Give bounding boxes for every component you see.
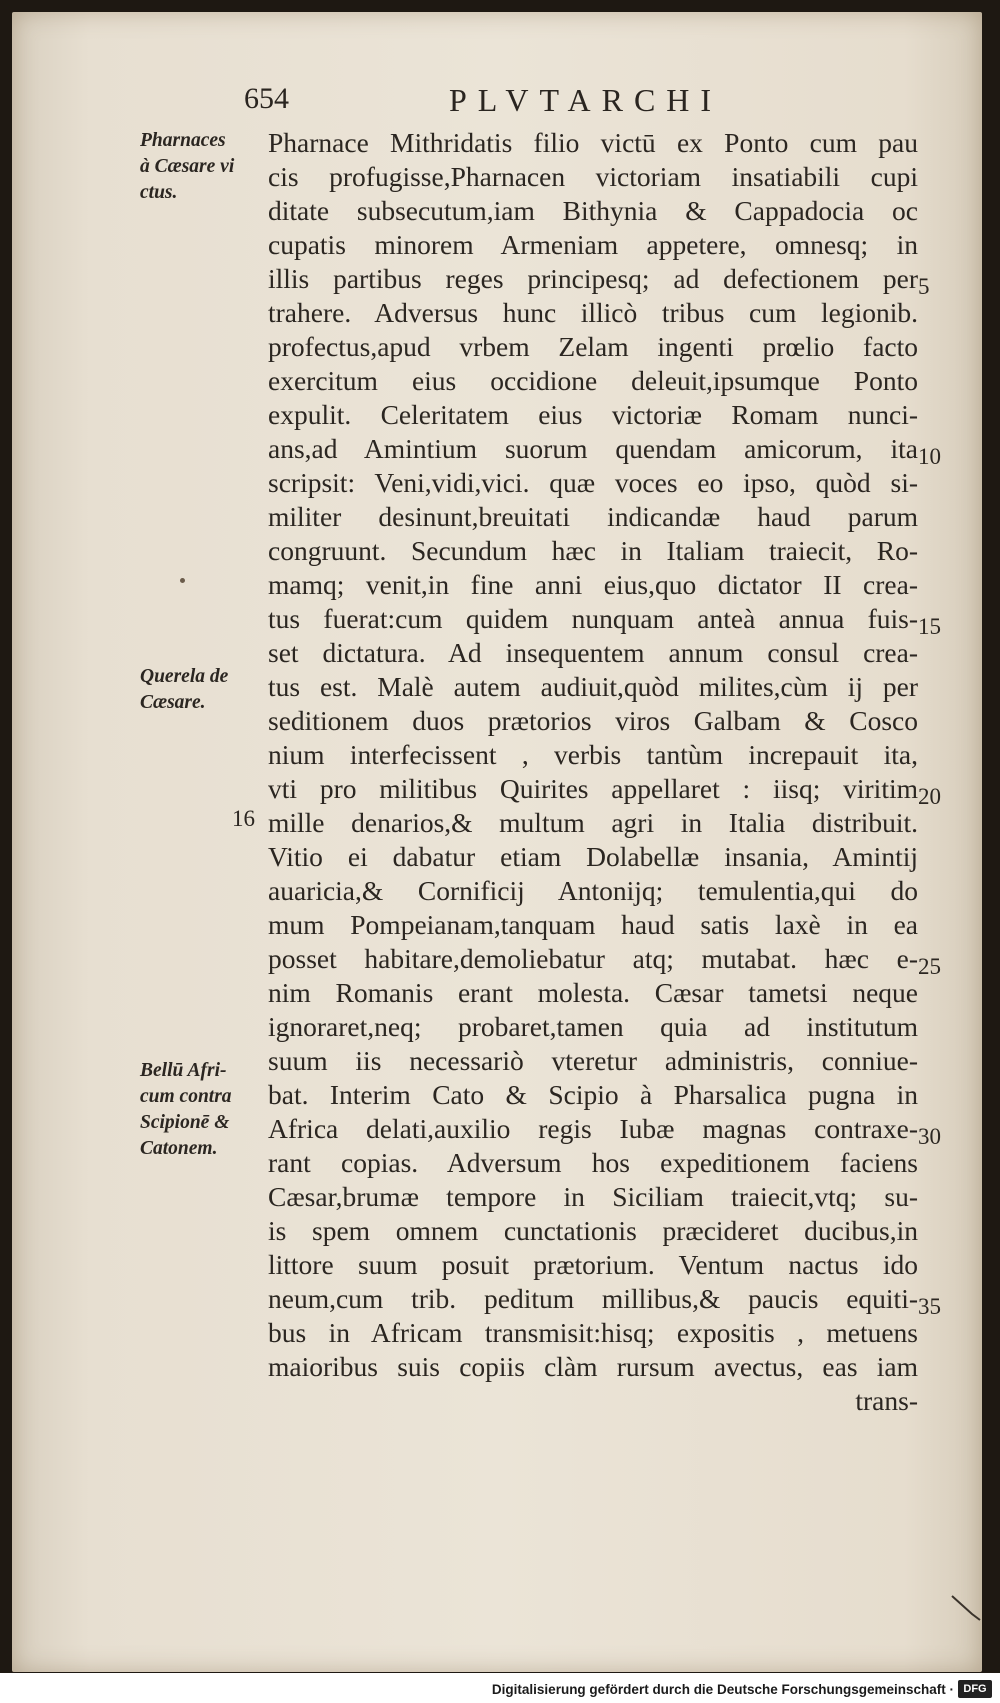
footer-bar — [0, 1673, 1000, 1703]
line-number: 25 — [918, 954, 941, 979]
text-line: trans- — [855, 1385, 918, 1416]
text-line: scripsit: Veni,vidi,vici. quæ voces eo ipso, quòd si- — [268, 467, 918, 498]
margin-note-line: Bellū Afri- — [140, 1060, 227, 1081]
text-line: maioribus suis copiis clàm rursum avectus, eas iam — [268, 1351, 918, 1382]
margin-note-line: Pharnaces — [140, 130, 226, 151]
margin-number: 16 — [232, 806, 255, 831]
text-line: tus fuerat:cum quidem nunquam anteà annua fuis- — [268, 603, 918, 634]
dfg-logo-icon: DFG — [958, 1680, 992, 1698]
text-line: is spem omnem cunctationis præcideret ducibus,in — [268, 1215, 918, 1246]
body-text — [268, 126, 918, 1418]
text-line: mille denarios,& multum agri in Italia distribuit. — [268, 807, 918, 838]
text-line: Africa delati,auxilio regis Iubæ magnas contraxe- — [268, 1113, 918, 1144]
text-line: illis partibus reges principesq; ad defectionem per — [268, 263, 918, 294]
text-line: suum iis necessariò vteretur administris, conniue- — [268, 1045, 918, 1076]
line-number: 10 — [918, 444, 941, 469]
page-header — [244, 82, 784, 130]
text-line: profectus,apud vrbem Zelam ingenti prœlio facto — [268, 331, 918, 362]
text-line: exercitum eius occidione deleuit,ipsumque Ponto — [268, 365, 918, 396]
text-line: mamq; venit,in fine anni eius,quo dictator II crea- — [268, 569, 918, 600]
margin-note-line: Scipionē & — [140, 1112, 230, 1133]
text-line: seditionem duos prætorios viros Galbam & Cosco — [268, 705, 918, 736]
text-line: expulit. Celeritatem eius victoriæ Romam nunci- — [268, 399, 918, 430]
text-line: littore suum posuit prætorium. Ventum nactus ido — [268, 1249, 918, 1280]
text-line: auaricia,& Cornificij Antonijq; temulentia,qui do — [268, 875, 918, 906]
margin-note-pharnaces — [140, 128, 265, 206]
text-line: nium interfecissent , verbis tantùm increpauit ita, — [268, 739, 918, 770]
text-line: ans,ad Amintium suorum quendam amicorum, ita — [268, 433, 918, 464]
margin-note-line: ctus. — [140, 182, 178, 203]
running-title: PLVTARCHI — [449, 82, 723, 118]
text-line: rant copias. Adversum hos expeditionem faciens — [268, 1147, 918, 1178]
text-line: Vitio ei dabatur etiam Dolabellæ insania, Amintij — [268, 841, 918, 872]
page-number: 654 — [244, 82, 289, 115]
text-line: vti pro militibus Quirites appellaret : iisq; viritim — [268, 773, 918, 804]
text-line: nim Romanis erant molesta. Cæsar tametsi neque — [268, 977, 918, 1008]
text-line: congruunt. Secundum hæc in Italiam traiecit, Ro- — [268, 535, 918, 566]
text-line: cis profugisse,Pharnacen victoriam insatiabili cupi — [268, 161, 918, 192]
margin-note-line: cum contra — [140, 1086, 232, 1107]
page-corner-mark — [946, 1592, 986, 1622]
line-number: 20 — [918, 784, 941, 809]
margin-note-line: à Cæsare vi — [140, 156, 235, 177]
margin-note-line: Cæsare. — [140, 692, 206, 713]
text-line: ignoraret,neq; probaret,tamen quia ad institutum — [268, 1011, 918, 1042]
text-line: trahere. Adversus hunc illicò tribus cum legionib. — [268, 297, 918, 328]
text-line: posset habitare,demoliebatur atq; mutabat. hæc e- — [268, 943, 918, 974]
line-number: 5 — [918, 274, 930, 299]
margin-note-querela — [140, 664, 265, 716]
text-line: mum Pompeianam,tanquam haud satis laxè in ea — [268, 909, 918, 940]
text-line: cupatis minorem Armeniam appetere, omnesq; in — [268, 229, 918, 260]
text-line: Cæsar,brumæ tempore in Siciliam traiecit,vtq; su- — [268, 1181, 918, 1212]
funding-credit: Digitalisierung gefördert durch die Deutsche Forschungsgemeinschaft · — [491, 1682, 954, 1697]
text-line: militer desinunt,breuitati indicandæ haud parum — [268, 501, 918, 532]
text-line: neum,cum trib. peditum millibus,& paucis equiti- — [268, 1283, 918, 1314]
margin-note-line: Querela de — [140, 666, 229, 687]
text-line: Pharnace Mithridatis filio victū ex Ponto cum pau — [268, 127, 918, 158]
margin-note-line: Catonem. — [140, 1138, 218, 1159]
line-number: 30 — [918, 1124, 941, 1149]
line-number: 15 — [918, 614, 941, 639]
text-line: bus in Africam transmisit:hisq; expositis , metuens — [268, 1317, 918, 1348]
margin-dot — [180, 578, 185, 583]
text-line: set dictatura. Ad insequentem annum consul crea- — [268, 637, 918, 668]
text-line: ditate subsecutum,iam Bithynia & Cappadocia oc — [268, 195, 918, 226]
text-line: tus est. Malè autem audiuit,quòd milites,cùm ij per — [268, 671, 918, 702]
margin-note-bellum-africum — [140, 1058, 265, 1162]
text-line: bat. Interim Cato & Scipio à Pharsalica pugna in — [268, 1079, 918, 1110]
line-number: 35 — [918, 1294, 941, 1319]
